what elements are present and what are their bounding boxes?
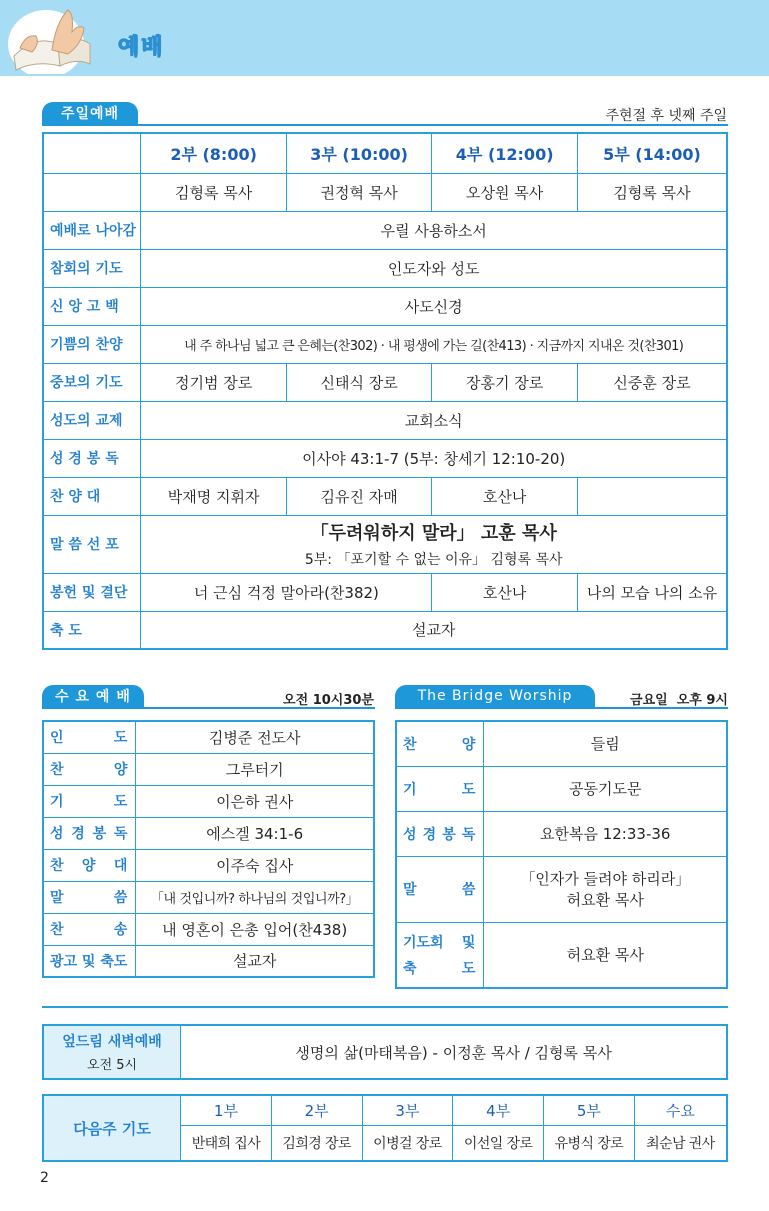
row-label: 광고 및 축도	[43, 945, 136, 977]
approach-row	[43, 211, 727, 249]
dawn-row	[43, 1025, 727, 1079]
row-value: 이은하 권사	[136, 785, 374, 817]
wednesday-time: 오전 10시30분	[283, 693, 374, 708]
row-label: 찬 양 대	[43, 477, 141, 515]
row-value: 이사야 43:1-7 (5부: 창세기 12:10-20)	[141, 439, 727, 477]
row-label: 축 도	[43, 611, 141, 649]
row-value: 신태식 장로	[286, 363, 432, 401]
service-time: 4부 (12:00)	[432, 133, 578, 173]
nextweek-name: 최순남 권사	[634, 1125, 727, 1161]
wed-row	[43, 881, 374, 913]
row-label: 참회의 기도	[43, 249, 141, 287]
nextweek-label: 다음주 기도	[43, 1095, 181, 1161]
row-label: 찬 양 대	[43, 849, 136, 881]
nextweek-header-row	[43, 1095, 727, 1125]
section-divider	[42, 1006, 728, 1008]
row-label: 신 앙 고 백	[43, 287, 141, 325]
intercession-row	[43, 363, 727, 401]
nextweek-name: 이병걸 장로	[362, 1125, 453, 1161]
nextweek-name: 김희경 장로	[271, 1125, 362, 1161]
wed-row	[43, 721, 374, 753]
row-value: 「내 것입니까? 하나님의 것입니까?」	[136, 881, 374, 913]
nextweek-name: 반태희 집사	[181, 1125, 272, 1161]
benediction-row	[43, 611, 727, 649]
row-value: 이주숙 집사	[136, 849, 374, 881]
sunday-table	[42, 132, 728, 650]
nextweek-header: 1부	[181, 1095, 272, 1125]
joy-row	[43, 325, 727, 363]
service-time: 3부 (10:00)	[286, 133, 432, 173]
nextweek-name: 유병식 장로	[544, 1125, 635, 1161]
row-label: 말 씀	[396, 856, 484, 922]
service-leader-row	[43, 173, 727, 211]
sermon-cell	[141, 515, 727, 573]
sermon-row	[43, 515, 727, 573]
creed-row	[43, 287, 727, 325]
header-title: 예배	[118, 35, 165, 60]
row-label: 예배로 나아감	[43, 211, 141, 249]
wed-row	[43, 849, 374, 881]
praying-hands-bible-icon	[6, 4, 98, 74]
row-value: 호산나	[432, 477, 578, 515]
row-label: 기도회 및	[403, 934, 476, 951]
row-value: 우릴 사용하소서	[141, 211, 727, 249]
row-value: 신중훈 장로	[577, 363, 727, 401]
row-label: 성 경 봉 독	[43, 817, 136, 849]
row-value	[577, 477, 727, 515]
service-leader: 권정혁 목사	[286, 173, 432, 211]
row-value: 너 근심 걱정 말아라(찬382)	[141, 573, 432, 611]
service-leader: 오상원 목사	[432, 173, 578, 211]
bridge-row	[396, 922, 727, 988]
row-label: 성 경 봉 독	[396, 811, 484, 856]
wed-row	[43, 945, 374, 977]
row-label: 찬 양	[396, 721, 484, 766]
service-time: 2부 (8:00)	[141, 133, 286, 173]
service-time: 5부 (14:00)	[577, 133, 727, 173]
row-value: 장홍기 장로	[432, 363, 578, 401]
sunday-week: 주현절 후 넷째 주일	[605, 108, 727, 124]
nextweek-header: 5부	[544, 1095, 635, 1125]
wednesday-tab: 수 요 예 배	[42, 685, 144, 707]
row-label: 찬 송	[43, 913, 136, 945]
bridge-row	[396, 811, 727, 856]
sunday-tab: 주일예배	[42, 102, 138, 124]
dawn-label: 엎드림 새벽예배	[62, 1034, 162, 1050]
row-value: 정기범 장로	[141, 363, 286, 401]
row-label: 기쁨의 찬양	[43, 325, 141, 363]
row-label: 찬 양	[43, 753, 136, 785]
service-leader: 김형록 목사	[141, 173, 286, 211]
bridge-row	[396, 721, 727, 766]
repent-row	[43, 249, 727, 287]
row-value: 설교자	[136, 945, 374, 977]
bridge-sermon-title: 「인자가 들려야 하리라」	[520, 870, 691, 888]
bridge-row	[396, 766, 727, 811]
choir-row	[43, 477, 727, 515]
bridge-row	[396, 856, 727, 922]
row-value: 교회소식	[141, 401, 727, 439]
service-time-row	[43, 133, 727, 173]
nextweek-table	[42, 1094, 728, 1162]
row-value: 설교자	[141, 611, 727, 649]
dawn-value: 생명의 삶(마태복음) - 이정훈 목사 / 김형록 목사	[181, 1025, 727, 1079]
row-value: 나의 모습 나의 소유	[577, 573, 727, 611]
row-value: 요한복음 12:33-36	[484, 811, 727, 856]
row-value: 허요환 목사	[484, 922, 727, 988]
nextweek-header: 수요	[634, 1095, 727, 1125]
row-label-line2: 축 도	[403, 960, 476, 977]
nextweek-header: 2부	[271, 1095, 362, 1125]
row-value: 내 주 하나님 넓고 큰 은혜는(찬302) · 내 평생에 가는 길(찬413) · 지금까지 지내온 것(찬301)	[141, 325, 727, 363]
nextweek-name: 이선일 장로	[453, 1125, 544, 1161]
row-label: 인 도	[43, 721, 136, 753]
row-label: 말 씀	[43, 881, 136, 913]
dawn-label-cell	[43, 1025, 181, 1079]
row-value: 그루터기	[136, 753, 374, 785]
wed-row	[43, 785, 374, 817]
wed-row	[43, 913, 374, 945]
row-value: 인도자와 성도	[141, 249, 727, 287]
row-label: 봉헌 및 결단	[43, 573, 141, 611]
sermon-main: 「두려워하지 말라」 고훈 목사	[310, 523, 557, 544]
row-label: 기 도	[396, 766, 484, 811]
offering-row	[43, 573, 727, 611]
row-label: 말 씀 선 포	[43, 515, 141, 573]
row-label-cell	[396, 922, 484, 988]
bridge-table	[395, 720, 728, 989]
bridge-sermon-preacher: 허요환 목사	[566, 891, 644, 909]
row-label: 성 경 봉 독	[43, 439, 141, 477]
wed-row	[43, 817, 374, 849]
scripture-row	[43, 439, 727, 477]
bridge-sermon-cell	[484, 856, 727, 922]
dawn-time: 오전 5시	[87, 1058, 138, 1073]
empty-corner	[43, 133, 141, 173]
row-value: 공동기도문	[484, 766, 727, 811]
wed-row	[43, 753, 374, 785]
nextweek-header: 4부	[453, 1095, 544, 1125]
nextweek-header: 3부	[362, 1095, 453, 1125]
row-value: 호산나	[432, 573, 578, 611]
sermon-sub: 5부: 「포기할 수 없는 이유」 김형록 목사	[304, 552, 563, 568]
fellowship-row	[43, 401, 727, 439]
row-value: 박재명 지휘자	[141, 477, 286, 515]
service-leader: 김형록 목사	[577, 173, 727, 211]
wednesday-table	[42, 720, 375, 978]
row-value: 에스겔 34:1-6	[136, 817, 374, 849]
row-label: 기 도	[43, 785, 136, 817]
bridge-time: 금요일 오후 9시	[630, 693, 728, 708]
page-header	[0, 0, 769, 76]
row-value: 사도신경	[141, 287, 727, 325]
row-label: 중보의 기도	[43, 363, 141, 401]
row-value: 김병준 전도사	[136, 721, 374, 753]
row-value: 내 영혼이 은총 입어(찬438)	[136, 913, 374, 945]
row-label: 성도의 교제	[43, 401, 141, 439]
page-number: 2	[40, 1170, 49, 1186]
bridge-tab: The Bridge Worship	[395, 685, 595, 707]
empty-corner	[43, 173, 141, 211]
row-value: 김유진 자매	[286, 477, 432, 515]
row-value: 들림	[484, 721, 727, 766]
dawn-table	[42, 1024, 728, 1080]
